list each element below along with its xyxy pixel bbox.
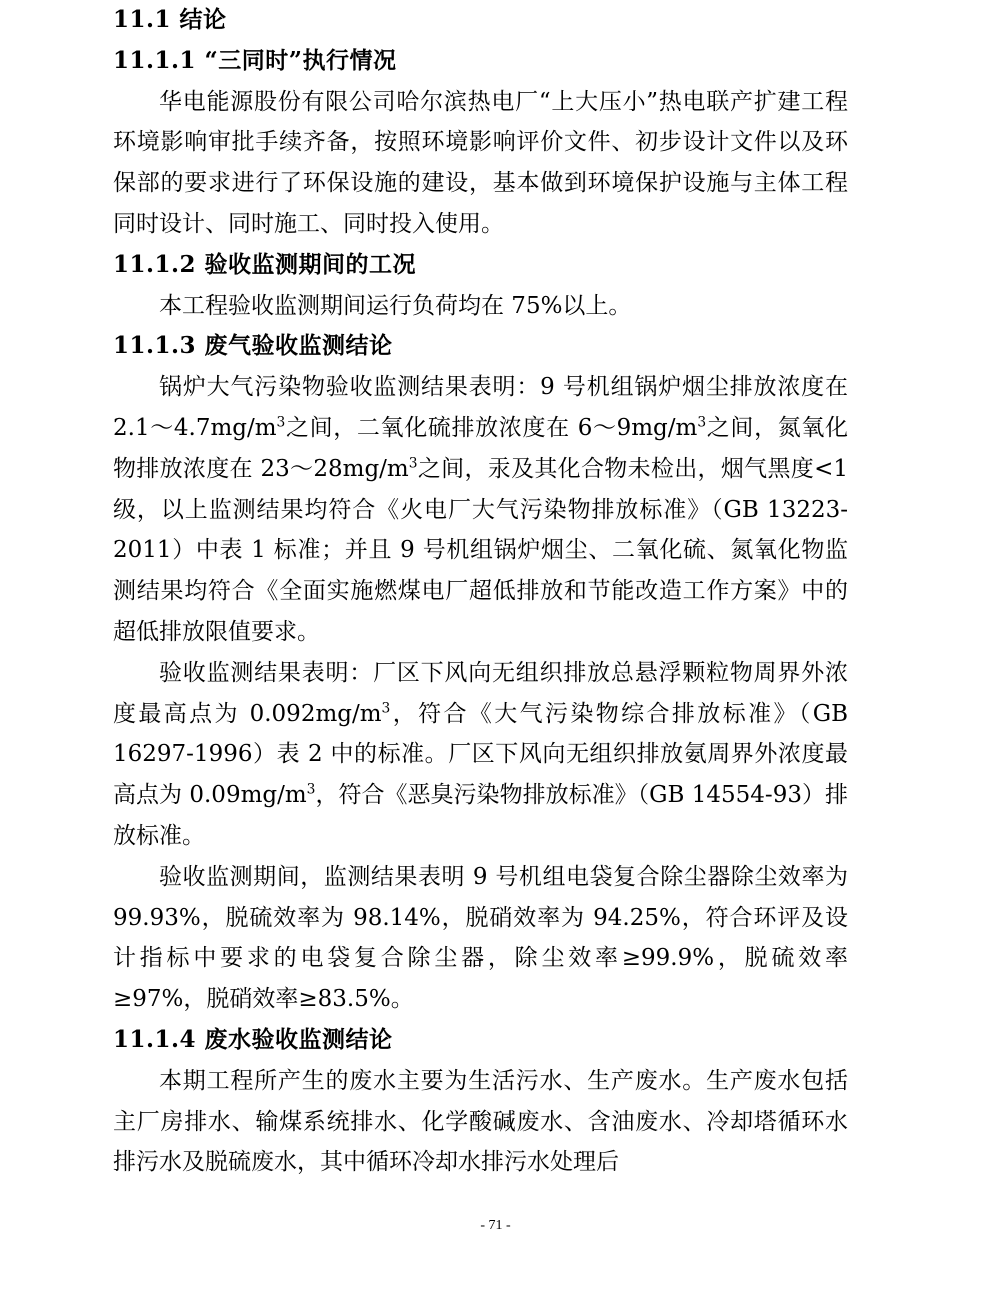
heading-11-1: 11.1 结论 [113,6,227,33]
heading-11-1-4: 11.1.4 废水验收监测结论 [113,1025,393,1053]
heading-11-1-1: 11.1.1 “三同时”执行情况 [113,46,397,74]
superscript-3: 3 [381,699,391,716]
text-run: 锅炉大气污染物验收监测结果表明：9 号机组锅炉烟尘排放浓度在 2.1～4.7mg/m [113,374,848,441]
superscript-3: 3 [276,414,286,431]
heading-11-1-2: 11.1.2 验收监测期间的工况 [113,250,417,278]
superscript-3: 3 [306,781,316,798]
superscript-3: 3 [408,455,418,472]
text-run: ，符合《大气污染物综合排放标准》（GB 16297-1996）表 2 中的标准。厂区下风向无组织排放氨周界外浓度最高点为 0.09mg/m [113,700,848,809]
paragraph-wastewater: 本期工程所产生的废水主要为生活污水、生产废水。生产废水包括主厂房排水、输煤系统排水、化学酸碱废水、含油废水、冷却塔循环水排污水及脱硫废水，其中循环冷却水排污水处理后 [113,1067,848,1176]
paragraph-three-simultaneous: 华电能源股份有限公司哈尔滨热电厂“上大压小”热电联产扩建工程环境影响审批手续齐备，按照环境影响评价文件、初步设计文件以及环保部的要求进行了环保设施的建设，基本做到环境保护设施与主体工程同时设计、同时施工、同时投入使用。 [113,88,848,237]
page-number: - 71 - [480,1218,511,1233]
text-run: 之间，汞及其化合物未检出，烟气黑度<1 级，以上监测结果均符合《火电厂大气污染物排放标准》（GB 13223-2011）中表 1 标准；并且 9 号机组锅炉烟尘、二氧化硫、氮氧化物监测结果均符合《全面实施燃煤电厂超低排放和节能改造工作方案》中的超低排放限值要求。 [113,455,849,645]
heading-11-1-3: 11.1.3 废气验收监测结论 [113,332,393,360]
text-run: ，符合《恶臭污染物排放标准》（GB 14554-93）排放标准。 [113,782,848,849]
superscript-3: 3 [697,414,707,431]
paragraph-operating-conditions: 本工程验收监测期间运行负荷均在 75%以上。 [159,292,632,319]
text-run: 之间，二氧化硫排放浓度在 6～9mg/m [285,414,698,441]
text-run: 之间，氮氧化物排放浓度在 23～28mg/m [113,414,849,482]
document-body [113,0,848,1183]
paragraph-boiler-emissions [113,367,848,653]
paragraph-fugitive-emissions [113,653,848,857]
text-run: 验收监测结果表明：厂区下风向无组织排放总悬浮颗粒物周界外浓度最高点为 0.092mg/m [113,659,848,727]
paragraph-removal-efficiency: 验收监测期间，监测结果表明 9 号机组电袋复合除尘器除尘效率为 99.93%，脱硫效率为 98.14%，脱硝效率为 94.25%，符合环评及设计指标中要求的电袋复合除尘器，除尘效率≥99.9%，脱硫效率≥97%，脱硝效率≥83.5%。 [113,863,848,1013]
